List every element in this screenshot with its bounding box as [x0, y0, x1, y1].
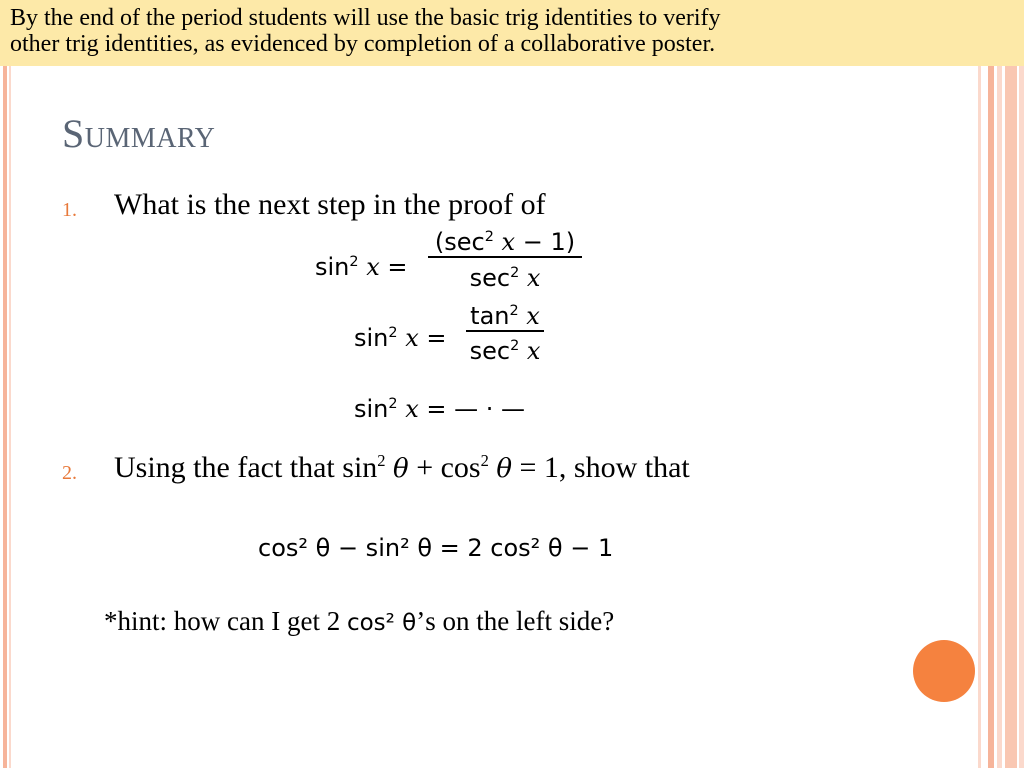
decorative-circle: [913, 640, 975, 702]
eq2-numerator: $\tan^2 x$: [470, 302, 540, 330]
list-number-1: 1.: [62, 199, 77, 221]
equation-2-lhs: $\sin^2 x$ =: [354, 324, 447, 352]
eq1-den-func: sec: [469, 264, 511, 292]
eq2-denominator: $\sec^2 x$: [469, 337, 541, 365]
objective-banner: [0, 0, 1024, 66]
objective-line-1: By the end of the period students will use the basic trig identities to verify: [10, 5, 721, 31]
equation-1-lhs: $\sin^2 x$ =: [315, 253, 408, 281]
equation-3: $\sin^2 x$ = — · —: [354, 395, 525, 423]
q2-part-3: = 1, show that: [512, 451, 690, 484]
eq1-lhs-func: sin: [315, 253, 350, 281]
eq2-fraction-bar: [466, 330, 544, 332]
equation-1-fraction: [428, 228, 582, 292]
left-stripe-2: [9, 66, 11, 768]
right-stripe-3: [997, 66, 1002, 768]
eq2-num-func: tan: [470, 302, 510, 330]
hint-post: ’s on the left side?: [416, 606, 615, 636]
left-stripe-1: [3, 66, 7, 768]
q2-part-1: Using the fact that sin: [114, 451, 378, 484]
eq1-num-func: (sec: [434, 228, 485, 256]
equation-2-fraction: [466, 302, 544, 365]
list-number-2: 2.: [62, 462, 77, 484]
eq1-numerator: ($\sec^2$ x − 1): [434, 228, 576, 256]
eq2-lhs-func: sin: [354, 324, 389, 352]
question-1: What is the next step in the proof of: [114, 188, 546, 221]
question-2: Using the fact that $\sin^2 \theta + \cos^2 \theta = 1$, show that: [114, 451, 690, 484]
objective-line-2: other trig identities, as evidenced by completion of a collaborative poster.: [10, 31, 716, 57]
right-stripe-4: [1005, 66, 1017, 768]
hint-pre: *hint: how can I get 2: [104, 606, 347, 636]
equation-4: cos² θ − sin² θ = 2 cos² θ − 1: [258, 534, 614, 562]
hint-text: [104, 606, 614, 637]
right-stripe-2: [988, 66, 994, 768]
eq1-fraction-bar: [428, 256, 582, 258]
right-stripe-5: [1019, 66, 1024, 768]
eq3-blanks: — · —: [454, 395, 525, 423]
eq1-denominator: $\sec^2 x$: [469, 264, 541, 292]
q2-part-2: + cos: [408, 451, 481, 484]
hint-math: cos² θ: [346, 610, 417, 636]
right-stripe-1: [978, 66, 981, 768]
eq3-lhs-func: sin: [354, 395, 389, 423]
eq2-den-func: sec: [469, 337, 511, 365]
slide-title: Summary: [62, 111, 216, 156]
